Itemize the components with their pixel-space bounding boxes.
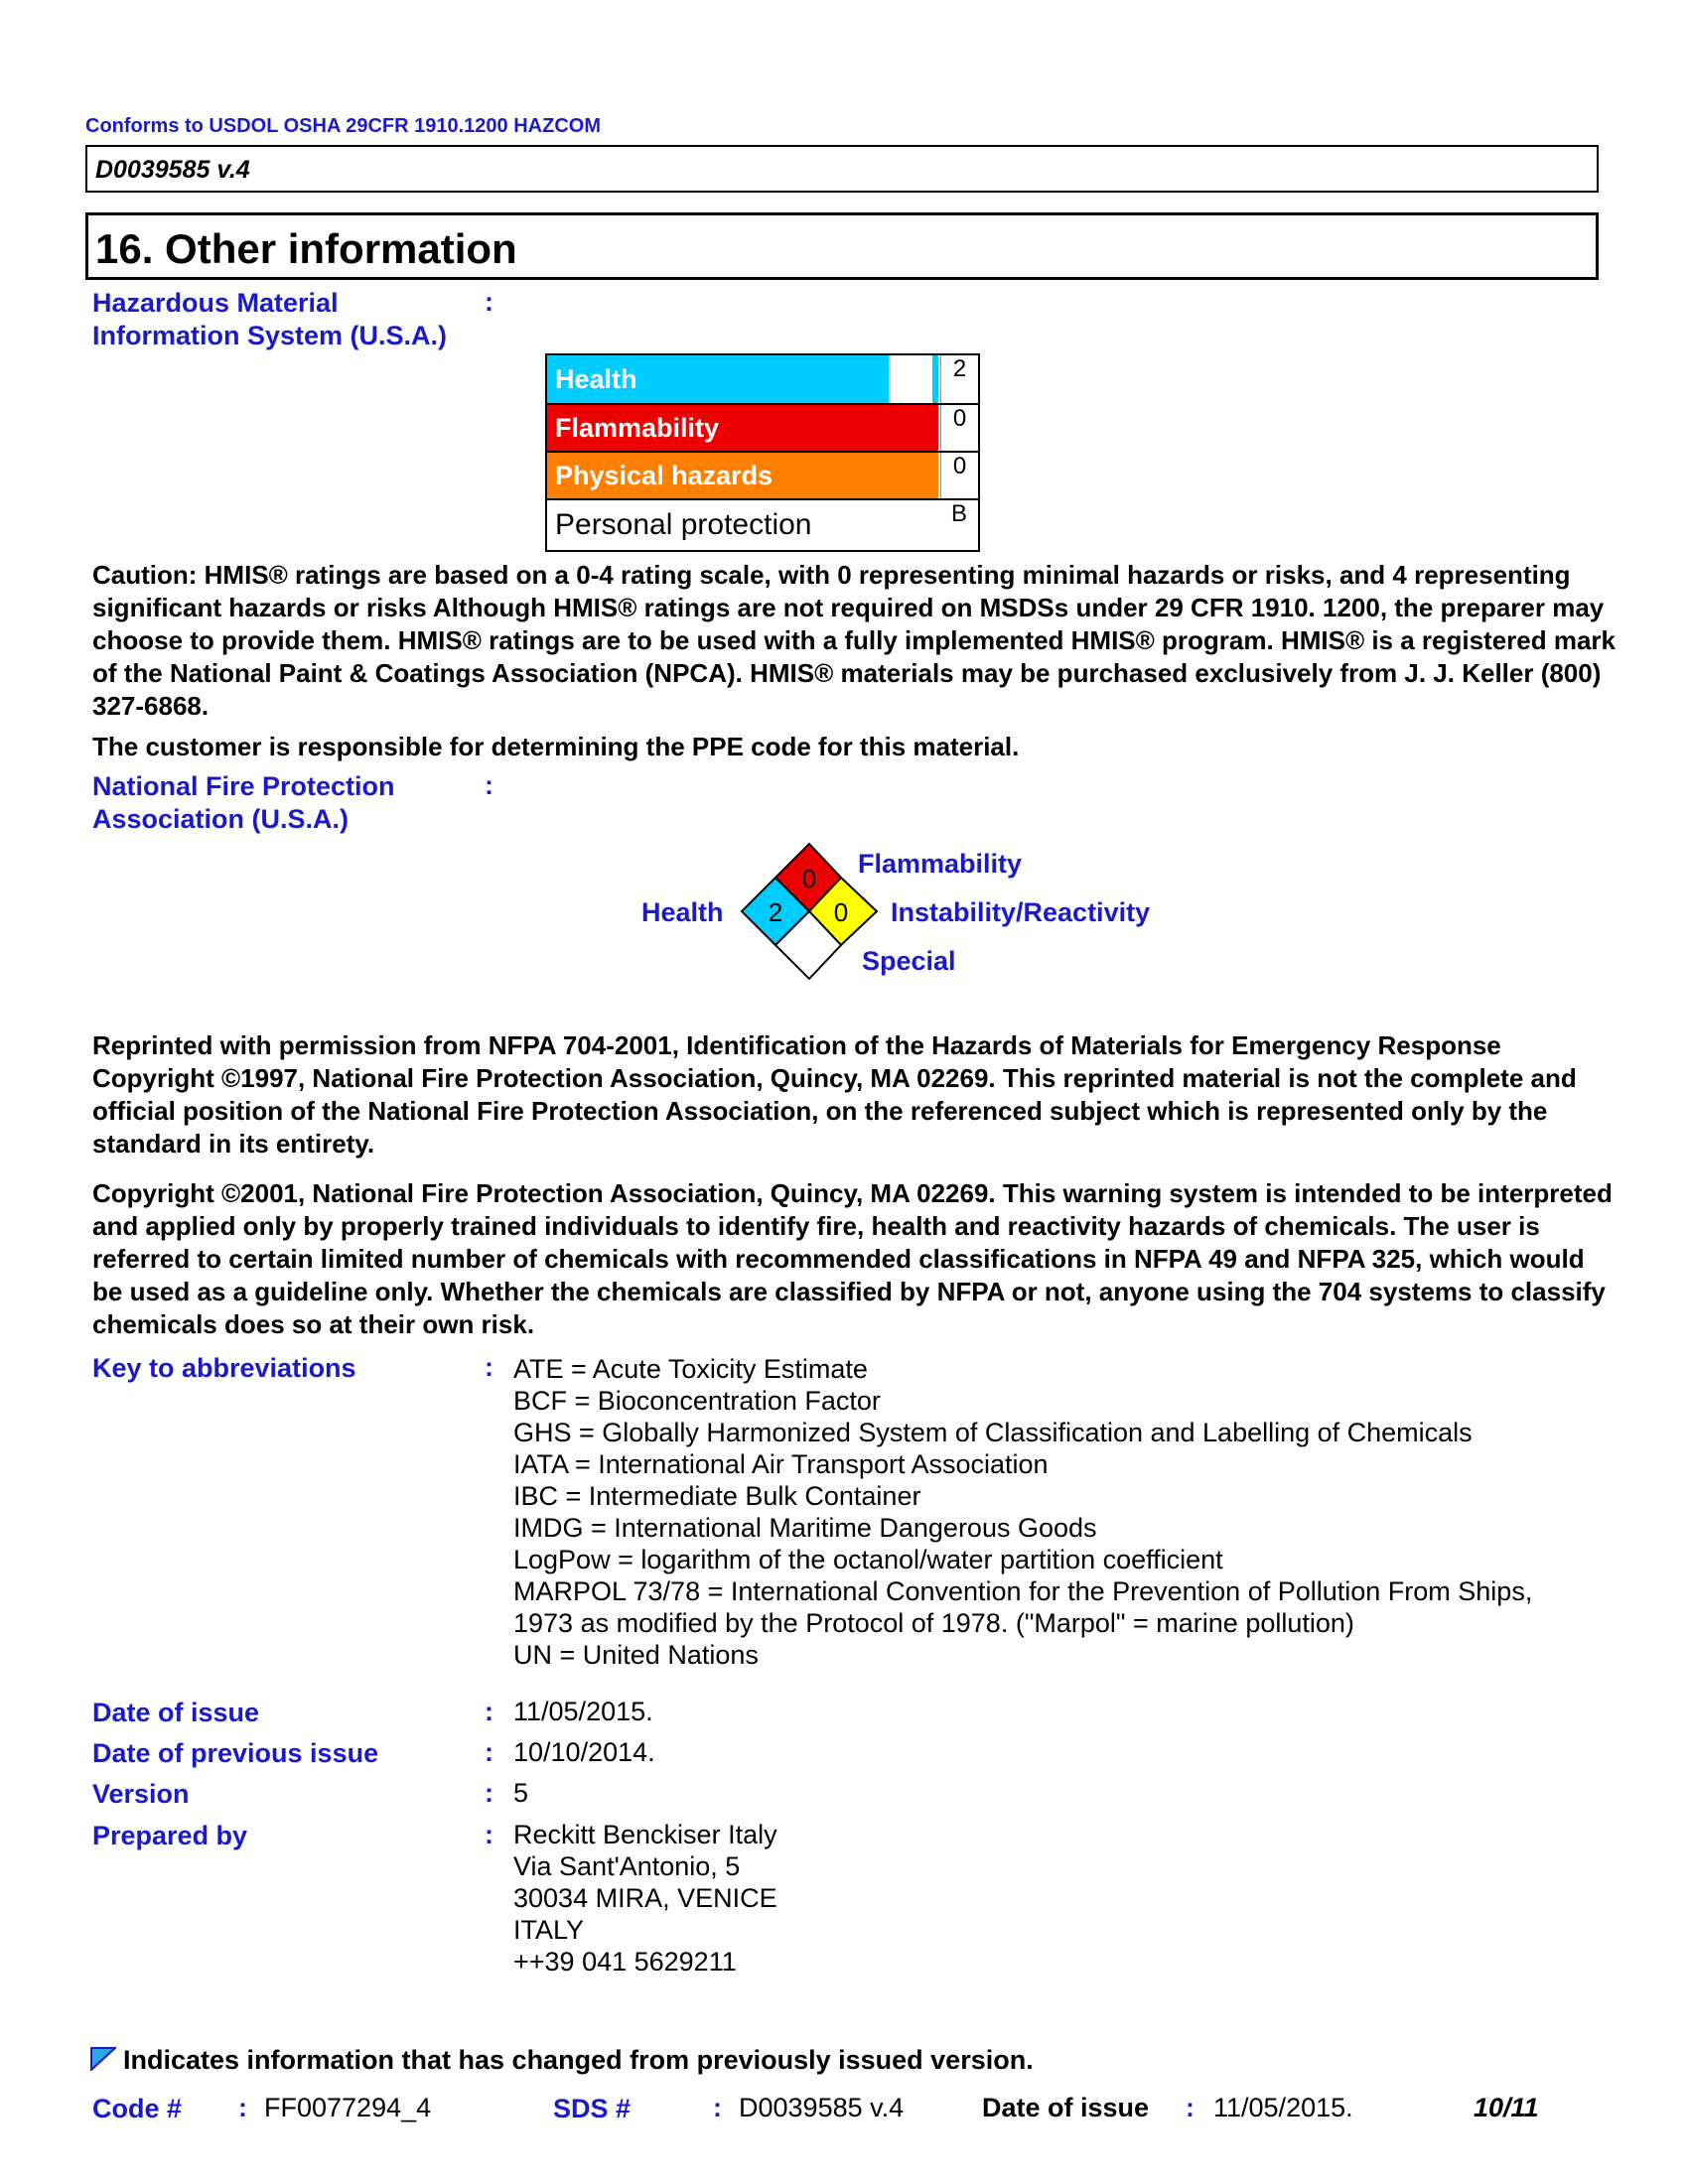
footer-date-value: 11/05/2015. bbox=[1213, 2093, 1353, 2122]
nfpa-label bbox=[92, 770, 395, 836]
abbreviations-list bbox=[513, 1353, 1532, 1671]
nfpa-health-label: Health bbox=[641, 897, 724, 927]
footer-date-colon: : bbox=[1186, 2093, 1195, 2122]
abbreviations-colon: : bbox=[485, 1352, 493, 1382]
abbreviation-item: IMDG = International Maritime Dangerous Goods bbox=[513, 1513, 1097, 1543]
section-header bbox=[85, 212, 1599, 280]
change-marker-icon bbox=[90, 2047, 116, 2071]
nfpa-instability-label: Instability/Reactivity bbox=[891, 897, 1151, 927]
abbreviation-item: ATE = Acute Toxicity Estimate bbox=[513, 1354, 868, 1384]
hmis-row-physical bbox=[547, 453, 978, 498]
hmis-flammability-value: 0 bbox=[940, 405, 978, 451]
abbreviation-item: MARPOL 73/78 = International Convention for the Prevention of Pollution From Ships, bbox=[513, 1576, 1533, 1606]
document-id: D0039585 v.4 bbox=[95, 156, 250, 184]
nfpa-instability-value: 0 bbox=[833, 897, 849, 927]
ppe-customer-note: The customer is responsible for determining the PPE code for this material. bbox=[92, 732, 1020, 761]
hmis-personal-value: B bbox=[950, 500, 967, 527]
hmis-row-health bbox=[547, 355, 978, 403]
hmis-label-line1: Hazardous Material bbox=[92, 288, 339, 318]
date-of-previous-issue-label: Date of previous issue bbox=[92, 1738, 379, 1768]
footer-date-label: Date of issue bbox=[982, 2093, 1150, 2122]
footer-code-colon: : bbox=[238, 2093, 247, 2122]
hmis-health-edge bbox=[932, 355, 938, 403]
date-of-issue-value: 11/05/2015. bbox=[513, 1697, 653, 1726]
hmis-physical-label: Physical hazards bbox=[547, 453, 938, 498]
section-title: 16. Other information bbox=[95, 225, 517, 272]
hmis-health-value: 2 bbox=[940, 355, 978, 403]
abbreviations-label: Key to abbreviations bbox=[92, 1353, 356, 1383]
hmis-health-chronic-box bbox=[889, 355, 932, 403]
hmis-row-flammability bbox=[547, 405, 978, 451]
nfpa-copyright-text: Copyright ©2001, National Fire Protection Association, Quincy, MA 02269. This warning system is intended to be interpreted and applied only by properly trained individuals to identify fire, health and reactivity hazards of chemicals. The user is referred to certain limited number of chemicals with recommended classifications in NFPA 49 and NFPA 325, which would be used as a guideline only. Whether the chemicals are classified by NFPA or not, anyone using the 704 systems to classify chemicals does so at their own risk. bbox=[92, 1178, 1613, 1339]
hmis-colon: : bbox=[485, 287, 493, 317]
abbreviation-item: GHS = Globally Harmonized System of Classification and Labelling of Chemicals bbox=[513, 1418, 1473, 1447]
nfpa-label-line2: Association (U.S.A.) bbox=[92, 804, 350, 834]
address-line: ++39 041 5629211 bbox=[513, 1947, 737, 1977]
abbreviation-item: 1973 as modified by the Protocol of 1978. ("Marpol" = marine pollution) bbox=[513, 1608, 1354, 1638]
abbreviation-item: BCF = Bioconcentration Factor bbox=[513, 1386, 881, 1416]
prepared-by-label: Prepared by bbox=[92, 1821, 248, 1850]
date-of-issue-label: Date of issue bbox=[92, 1698, 260, 1727]
abbreviation-item: LogPow = logarithm of the octanol/water partition coefficient bbox=[513, 1545, 1223, 1574]
conformance-statement: Conforms to USDOL OSHA 29CFR 1910.1200 HAZCOM bbox=[85, 115, 601, 137]
prepared-by-address bbox=[513, 1819, 777, 1978]
version-colon: : bbox=[485, 1778, 493, 1808]
footer-sds-value: D0039585 v.4 bbox=[739, 2093, 905, 2122]
hmis-row-personal-protection bbox=[547, 500, 978, 550]
address-line: ITALY bbox=[513, 1915, 585, 1945]
nfpa-special-label: Special bbox=[862, 946, 956, 976]
prepared-by-colon: : bbox=[485, 1820, 493, 1849]
nfpa-flammability-label: Flammability bbox=[858, 849, 1023, 879]
hmis-personal-label: Personal protection bbox=[555, 508, 812, 541]
change-indicator-note: Indicates information that has changed from previously issued version. bbox=[123, 2045, 1034, 2075]
nfpa-flammability-value: 0 bbox=[801, 864, 817, 893]
nfpa-reprint-text: Reprinted with permission from NFPA 704-2001, Identification of the Hazards of Materials for Emergency Response Copyright ©1997, National Fire Protection Association, Quincy, MA 02269. This reprinted material is not the complete and official position of the National Fire Protection Association, on the referenced subject which is represented only by the standard in its entirety. bbox=[92, 1030, 1577, 1159]
footer-code-label: Code # bbox=[92, 2094, 183, 2123]
abbreviation-item: UN = United Nations bbox=[513, 1640, 759, 1670]
document-id-box bbox=[85, 145, 1599, 193]
hmis-label bbox=[92, 287, 447, 352]
address-line: Reckitt Benckiser Italy bbox=[513, 1820, 777, 1849]
version-label: Version bbox=[92, 1779, 190, 1809]
footer-code-value: FF0077294_4 bbox=[264, 2093, 432, 2122]
nfpa-colon: : bbox=[485, 770, 493, 800]
hmis-label-line2: Information System (U.S.A.) bbox=[92, 321, 448, 350]
hmis-rating-table bbox=[545, 353, 980, 552]
footer-sds-colon: : bbox=[713, 2093, 722, 2122]
page-number: 10/11 bbox=[1474, 2093, 1539, 2122]
hmis-caution-text: Caution: HMIS® ratings are based on a 0-4 rating scale, with 0 representing minimal hazards or risks, and 4 representing significant hazards or risks Although HMIS® ratings are not required on MSDSs under 29 CFR 1910. 1200, the preparer may choose to provide them. HMIS® ratings are to be used with a fully implemented HMIS® program. HMIS® is a registered mark of the National Paint & Coatings Association (NPCA). HMIS® materials may be purchased exclusively from J. J. Keller (800) 327-6868. bbox=[92, 560, 1617, 721]
nfpa-label-line1: National Fire Protection bbox=[92, 771, 395, 801]
hmis-flammability-label: Flammability bbox=[547, 405, 938, 451]
address-line: Via Sant'Antonio, 5 bbox=[513, 1851, 741, 1881]
footer-sds-label: SDS # bbox=[553, 2094, 632, 2123]
date-of-previous-issue-colon: : bbox=[485, 1737, 493, 1767]
hmis-physical-value: 0 bbox=[940, 453, 978, 498]
nfpa-health-value: 2 bbox=[768, 897, 783, 927]
date-of-issue-colon: : bbox=[485, 1697, 493, 1726]
abbreviation-item: IATA = International Air Transport Association bbox=[513, 1449, 1049, 1479]
hmis-health-label: Health bbox=[547, 355, 889, 403]
version-value: 5 bbox=[513, 1778, 529, 1808]
date-of-previous-issue-value: 10/10/2014. bbox=[513, 1737, 655, 1767]
address-line: 30034 MIRA, VENICE bbox=[513, 1883, 777, 1913]
abbreviation-item: IBC = Intermediate Bulk Container bbox=[513, 1481, 921, 1511]
